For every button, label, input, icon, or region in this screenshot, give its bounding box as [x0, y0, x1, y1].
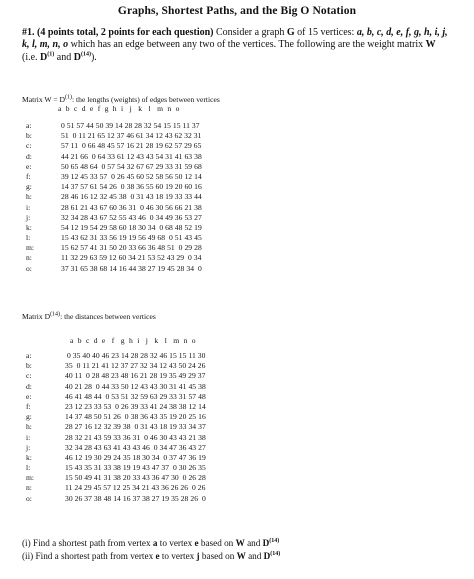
- row-values: 14 37 48 50 51 26 0 38 36 43 35 19 20 25 16: [65, 412, 206, 422]
- question-item: (ii) Find a shortest path from vertex e to vertex j based on W and $D^{(14)}$: [22, 550, 281, 561]
- matrix-d14-column-header: a b c d e f g h i j k l m n o: [70, 336, 196, 345]
- row-values: 32 34 28 43 63 41 43 43 46 0 34 47 36 43 27: [65, 442, 206, 452]
- row-vertex-label: f:: [26, 401, 31, 411]
- row-vertex-label: n:: [26, 483, 32, 493]
- matrix-row: [26, 223, 202, 233]
- matrix-d14-label: Matrix $D^{(14)}$: the distances between vertices: [22, 311, 156, 321]
- matrix-row: [26, 473, 206, 483]
- row-values: 0 35 40 40 46 23 14 28 28 32 46 15 15 11 30: [65, 351, 206, 360]
- row-vertex-label: e:: [26, 161, 32, 171]
- matrix-row: [26, 483, 206, 493]
- row-values: 0 51 57 44 50 39 14 28 28 32 54 15 15 11 37: [61, 121, 200, 130]
- row-values: 57 11 0 66 48 45 57 16 21 28 19 62 57 29 65: [61, 141, 202, 151]
- row-values: 15 43 62 31 33 56 19 19 56 49 68 0 51 43 45: [61, 233, 202, 243]
- problem-number: #1.: [22, 27, 35, 38]
- matrix-row: [26, 371, 206, 381]
- vertex-list: a, b, c, d, e, f, g, h, i, j, k, l, m, n, o: [22, 27, 448, 51]
- row-values: 54 12 19 54 29 58 60 18 30 34 0 68 48 52 19: [61, 222, 202, 232]
- problem-text: (i.e.: [22, 51, 38, 63]
- problem-text: of 15: [297, 27, 318, 38]
- row-vertex-label: g:: [26, 412, 32, 422]
- matrix-row: [26, 392, 206, 402]
- row-vertex-label: i:: [26, 432, 31, 442]
- problem-points: (4 points total, 2 points for each question): [37, 27, 214, 38]
- problem-text: which has an edge between any two of the vertices. The following are the weight matrix: [70, 39, 424, 51]
- matrix-row: [26, 382, 206, 392]
- row-vertex-label: g:: [26, 182, 32, 192]
- question-list: [22, 537, 280, 563]
- row-vertex-label: m:: [26, 243, 35, 253]
- matrix-w-column-header: a b c d e f g h i j k l m n o: [58, 104, 180, 113]
- row-vertex-label: c:: [26, 371, 32, 381]
- problem-text: ).: [90, 51, 97, 63]
- row-values: 50 65 48 64 0 57 54 32 67 67 29 33 31 59 68: [61, 161, 202, 171]
- row-vertex-label: k:: [26, 222, 32, 232]
- matrix-row: [26, 402, 206, 412]
- row-values: 35 0 11 21 41 12 37 27 32 34 12 43 50 24 26: [65, 361, 206, 371]
- row-values: 46 12 19 30 29 24 35 18 30 34 0 37 47 36 19: [65, 452, 206, 462]
- row-values: 28 61 21 43 67 60 36 31 0 46 30 56 66 21 38: [61, 202, 202, 212]
- row-values: 28 46 16 12 32 45 38 0 31 43 18 19 33 33 44: [61, 192, 202, 202]
- page-title: Graphs, Shortest Paths, and the Big O Notation: [117, 5, 357, 17]
- matrix-row: [26, 422, 206, 432]
- matrix-row: [26, 243, 202, 253]
- row-values: 46 41 48 44 0 53 51 32 59 63 29 33 31 57 48: [65, 391, 206, 401]
- matrix-row: [26, 494, 206, 504]
- problem-text: and: [56, 51, 72, 63]
- matrix-d14-body: [26, 351, 206, 504]
- matrix-row: [26, 203, 202, 213]
- matrix-row: [26, 253, 202, 263]
- matrix-row: [26, 351, 206, 361]
- row-vertex-label: e:: [26, 391, 32, 401]
- row-values: 40 11 0 28 48 23 48 16 21 28 19 35 49 29 37: [65, 371, 206, 381]
- row-values: 37 31 65 38 68 14 16 44 38 27 19 45 28 34 0: [61, 263, 202, 273]
- matrix-row: [26, 121, 202, 131]
- row-vertex-label: h:: [26, 192, 32, 202]
- row-vertex-label: a:: [26, 351, 32, 360]
- matrix-row: [26, 443, 206, 453]
- matrix-row: [26, 453, 206, 463]
- matrix-row: [26, 361, 206, 371]
- row-vertex-label: o:: [26, 263, 32, 273]
- row-vertex-label: m:: [26, 473, 35, 483]
- row-vertex-label: l:: [26, 233, 31, 243]
- graph-name: G: [286, 27, 295, 38]
- row-vertex-label: j:: [26, 442, 31, 452]
- row-values: 11 24 29 45 57 12 25 34 21 43 36 26 26 0 26: [65, 483, 206, 493]
- weight-matrix-symbol: W: [425, 39, 436, 51]
- row-values: 39 12 45 33 57 0 26 45 60 52 58 56 50 12 14: [61, 171, 202, 181]
- question-item: (i) Find a shortest path from vertex a to vertex e based on W and $D^{(14)}$: [22, 537, 280, 548]
- row-values: 14 37 57 61 54 26 0 38 36 55 60 19 20 60 16: [61, 182, 202, 192]
- matrix-row: [26, 233, 202, 243]
- matrix-row: [26, 192, 202, 202]
- row-vertex-label: a:: [26, 121, 32, 130]
- row-values: 15 62 57 41 31 50 20 33 66 36 48 51 0 29 28: [61, 243, 202, 253]
- problem-text: Consider a graph: [216, 27, 285, 38]
- row-values: 28 32 21 43 59 33 36 31 0 46 30 43 43 21 38: [65, 432, 206, 442]
- row-values: 23 12 23 33 53 0 26 39 33 41 24 38 38 12 14: [65, 401, 206, 411]
- problem-text: vertices:: [320, 27, 355, 38]
- row-vertex-label: j:: [26, 212, 31, 222]
- matrix-symbol: $D^{(14)}$: [73, 51, 91, 63]
- matrix-row: [26, 172, 202, 182]
- row-values: 11 32 29 63 59 12 60 34 21 53 52 43 29 0 34: [61, 253, 202, 263]
- row-vertex-label: f:: [26, 171, 31, 181]
- matrix-row: [26, 162, 202, 172]
- row-values: 51 0 11 21 65 12 37 46 61 34 12 43 62 32 31: [61, 131, 202, 141]
- matrix-row: [26, 463, 206, 473]
- row-values: 30 26 37 38 48 14 16 37 38 27 19 35 28 26 0: [65, 493, 206, 503]
- row-values: 32 34 28 43 67 52 55 43 46 0 34 49 36 53 27: [61, 212, 202, 222]
- matrix-row: [26, 412, 206, 422]
- row-vertex-label: o:: [26, 493, 32, 503]
- row-vertex-label: b:: [26, 131, 32, 141]
- problem-statement: [22, 27, 452, 64]
- row-values: 28 27 16 12 32 39 38 0 31 43 18 19 33 34 37: [65, 422, 206, 432]
- matrix-row: [26, 152, 202, 162]
- row-values: 15 50 49 41 31 38 20 33 43 36 47 30 0 26 28: [65, 473, 206, 483]
- row-vertex-label: b:: [26, 361, 32, 371]
- row-vertex-label: l:: [26, 463, 31, 473]
- row-values: 40 21 28 0 44 33 50 12 43 43 30 31 41 45 38: [65, 381, 206, 391]
- row-vertex-label: n:: [26, 253, 32, 263]
- row-values: 15 43 35 31 33 38 19 19 43 47 37 0 30 26 35: [65, 463, 206, 473]
- row-vertex-label: d:: [26, 381, 32, 391]
- row-vertex-label: h:: [26, 422, 32, 432]
- row-vertex-label: d:: [26, 151, 32, 161]
- row-vertex-label: k:: [26, 452, 32, 462]
- matrix-symbol: $D^{(1)}$: [40, 51, 55, 63]
- row-values: 44 21 66 0 64 33 61 12 43 43 54 31 41 63 38: [61, 151, 202, 161]
- matrix-row: [26, 131, 202, 141]
- matrix-row: [26, 433, 206, 443]
- matrix-row: [26, 182, 202, 192]
- matrix-row: [26, 264, 202, 274]
- row-vertex-label: i:: [26, 202, 31, 212]
- row-vertex-label: c:: [26, 141, 32, 151]
- matrix-row: [26, 141, 202, 151]
- matrix-w-body: [26, 121, 202, 274]
- matrix-w-label: Matrix $W = D^{(1)}$: the lengths (weights) of edges between vertices: [22, 94, 220, 104]
- matrix-row: [26, 213, 202, 223]
